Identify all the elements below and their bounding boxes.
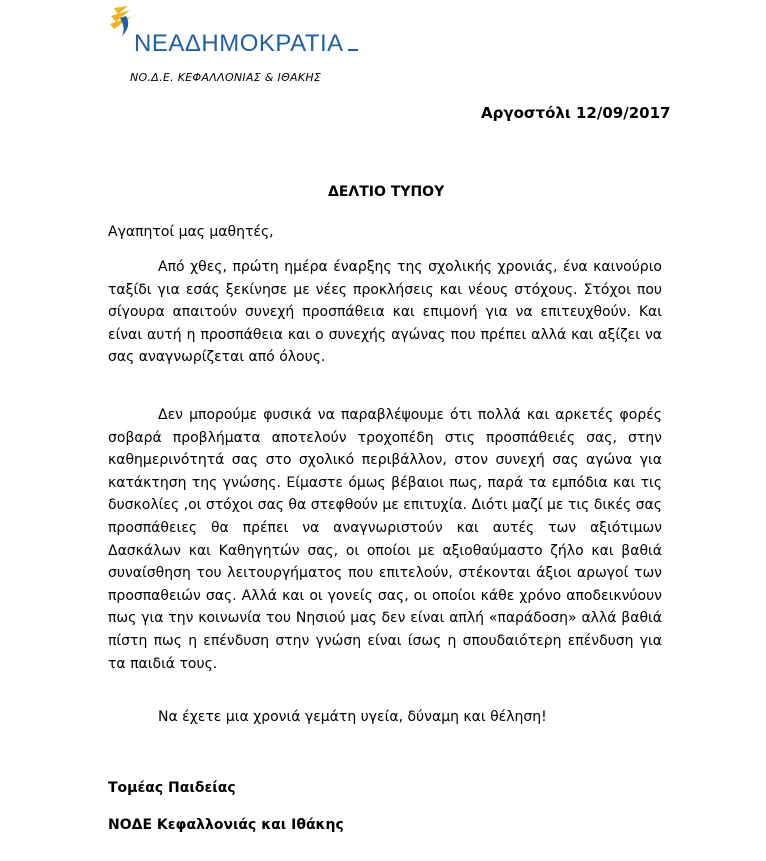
body-paragraph-1: Από χθες, πρώτη ημέρα έναρξης της σχολικής χρονιάς, ένα καινούριο ταξίδι για εσάς ξεκίνησε με νέες προκλήσεις και νέους στόχους. Στόχοι που σίγουρα απαιτούν συνεχή προσπάθεια και επιμονή για να επιτευχθούν. Και είναι αυτή η προσπάθεια και ο συνεχής αγώνας που πρέπει αλλά και αξίζει να σας αναγνωρίζεται από όλους. — [108, 259, 662, 366]
body-paragraph-2: Δεν μπορούμε φυσικά να παραβλέψουμε ότι πολλά και αρκετές φορές σοβαρά προβλήματα αποτελούν τροχοπέδη στις προσπάθειές σας, στην καθημερινότητά σας στο σχολικό περιβάλλον, στον συνεχή σας αγώνα για κατάκτηση της γνώσης. Είμαστε όμως βέβαιοι πως, παρά τα εμπόδια και τις δυσκολίες ,οι στόχοι σας θα στεφθούν με επιτυχία. Διότι μαζί με τις δικές σας προσπάθειες θα πρέπει να αναγνωριστούν και αυτές των αξιότιμων Δασκάλων και Καθηγητών σας, οι οποίοι με αξιοθαύμαστο ζήλο και βαθιά συναίσθηση του λειτουργήματος που επιτελούν, στέκονται άξιοι αρωγοί των προσπαθειών σας. Αλλά και οι γονείς σας, οι οποίοι κάθε χρόνο αποδεικνύουν πως για την κοινωνία του Νησιού μας δεν είναι απλή «παράδοση» αλλά βαθιά πίστη πως η επένδυση στην γνώση είναι ίσως η σπουδαιότερη επένδυση για τα παιδιά τους. — [108, 407, 662, 672]
logo-text: ΝΕΑΔΗΜΟΚΡΑΤΙΑ — [134, 30, 344, 57]
party-logo — [108, 4, 348, 64]
signature-organization: ΝΟΔΕ Κεφαλλονιάς και Ιθάκης — [108, 817, 344, 833]
logo-wordmark — [134, 30, 358, 58]
greeting: Αγαπητοί μας μαθητές, — [108, 224, 274, 240]
logo-underscore — [348, 49, 358, 51]
branch-name: ΝΟ.Δ.Ε. ΚΕΦΑΛΛΟΝΙΑΣ & ΙΘΑΚΗΣ — [130, 71, 322, 84]
document-date: Αργοστόλι 12/09/2017 — [481, 104, 671, 122]
signature-department: Τομέας Παιδείας — [108, 780, 236, 796]
closing-wish: Να έχετε μια χρονιά γεμάτη υγεία, δύναμη και θέληση! — [158, 709, 547, 725]
document-title: ΔΕΛΤΙΟ ΤΥΠΟΥ — [328, 184, 445, 200]
